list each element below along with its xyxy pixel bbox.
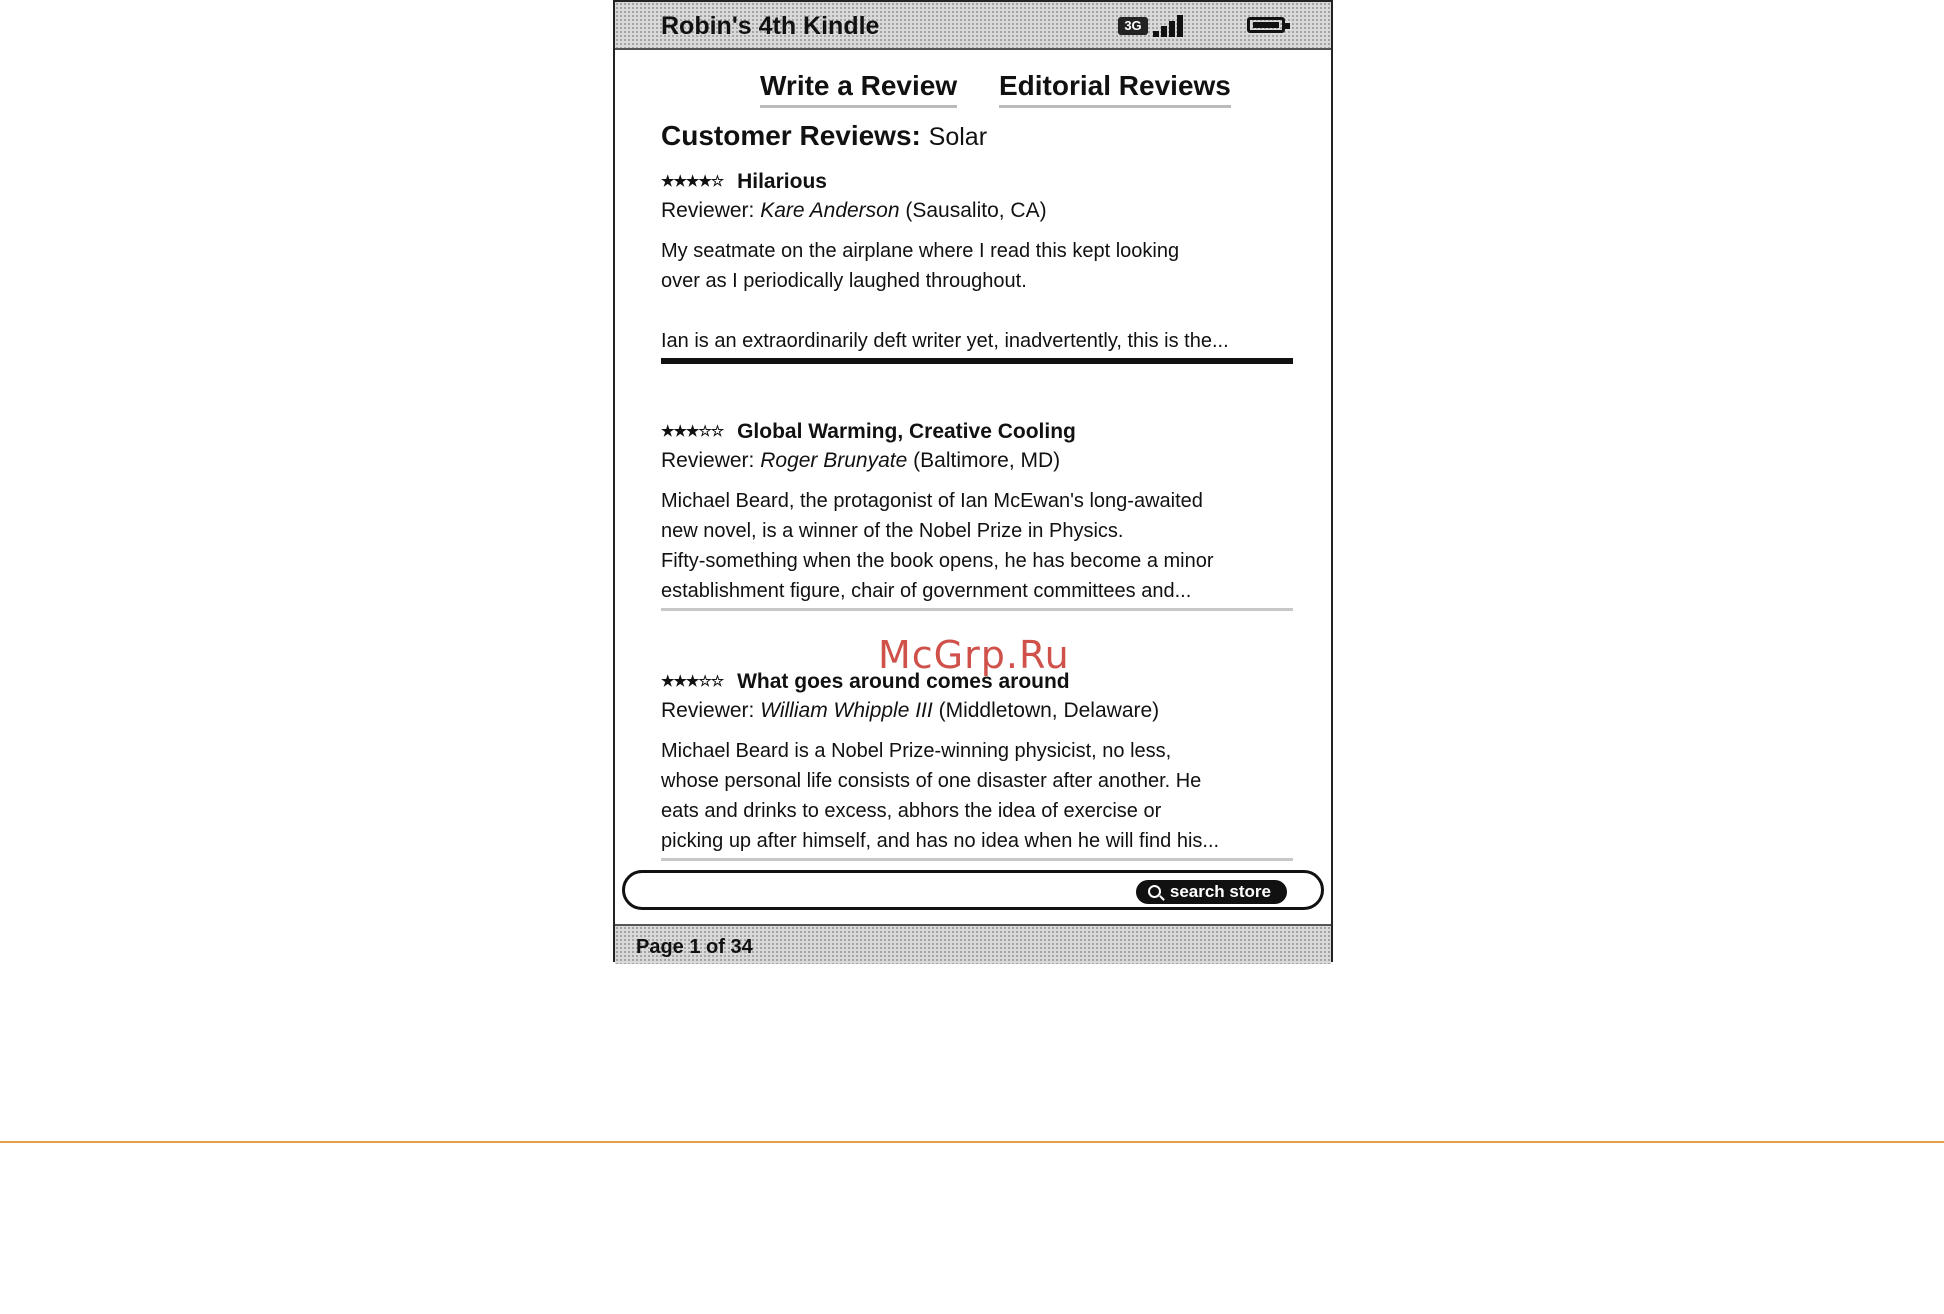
footer-bar bbox=[615, 924, 1331, 964]
heading-label: Customer Reviews: bbox=[661, 120, 921, 151]
book-title: Solar bbox=[928, 123, 988, 151]
reviewer-location: (Middletown, Delaware) bbox=[938, 699, 1160, 722]
review-excerpt bbox=[661, 736, 1293, 861]
network-3g-icon: 3G bbox=[1118, 17, 1148, 35]
review-title: What goes around comes around bbox=[737, 670, 1070, 693]
divider-rule bbox=[0, 1141, 1944, 1143]
excerpt-line: establishment figure, chair of government committees and... bbox=[661, 576, 1293, 611]
write-review-link[interactable]: Write a Review bbox=[760, 70, 957, 108]
watermark: McGrp.Ru bbox=[878, 633, 1070, 677]
reviewer-prefix: Reviewer: bbox=[661, 699, 755, 722]
review-item[interactable] bbox=[661, 668, 1293, 861]
excerpt-line: over as I periodically laughed throughout. bbox=[661, 270, 1027, 292]
search-input[interactable] bbox=[622, 870, 1324, 910]
excerpt-line: new novel, is a winner of the Nobel Prize in Physics. bbox=[661, 520, 1124, 542]
star-rating-icon: ★★★☆☆ bbox=[661, 423, 724, 440]
reviewer-prefix: Reviewer: bbox=[661, 199, 755, 222]
search-button-label: search store bbox=[1169, 882, 1271, 901]
device-name: Robin's 4th Kindle bbox=[661, 12, 880, 40]
review-title-row bbox=[661, 418, 1293, 446]
excerpt-line: Michael Beard, the protagonist of Ian McEwan's long-awaited bbox=[661, 490, 1203, 512]
review-excerpt bbox=[661, 236, 1293, 364]
excerpt-line: My seatmate on the airplane where I read this kept looking bbox=[661, 240, 1180, 262]
excerpt-line: picking up after himself, and has no idea when he will find his... bbox=[661, 826, 1293, 861]
review-title: Hilarious bbox=[737, 170, 827, 193]
review-item[interactable] bbox=[661, 168, 1293, 364]
magnifier-icon bbox=[1148, 885, 1161, 898]
star-rating-icon: ★★★☆☆ bbox=[661, 673, 724, 690]
reviewer-line bbox=[661, 196, 1293, 226]
title-bar bbox=[615, 2, 1331, 50]
reviewer-line bbox=[661, 446, 1293, 476]
excerpt-line: whose personal life consists of one disaster after another. He bbox=[661, 770, 1202, 792]
reviewer-name: Roger Brunyate bbox=[760, 449, 908, 472]
excerpt-line: eats and drinks to excess, abhors the idea of exercise or bbox=[661, 800, 1162, 822]
reviewer-line bbox=[661, 696, 1293, 726]
reviewer-prefix: Reviewer: bbox=[661, 449, 755, 472]
excerpt-line: Michael Beard is a Nobel Prize-winning physicist, no less, bbox=[661, 740, 1172, 762]
excerpt-line: Fifty-something when the book opens, he has become a minor bbox=[661, 550, 1214, 572]
review-item[interactable] bbox=[661, 418, 1293, 611]
review-title: Global Warming, Creative Cooling bbox=[737, 420, 1076, 443]
star-rating-icon: ★★★★☆ bbox=[661, 173, 724, 190]
search-store-button[interactable] bbox=[1136, 880, 1287, 904]
reviewer-name: Kare Anderson bbox=[760, 199, 900, 222]
review-excerpt bbox=[661, 486, 1293, 611]
editorial-reviews-link[interactable]: Editorial Reviews bbox=[999, 70, 1231, 108]
signal-bars-icon bbox=[1153, 15, 1189, 37]
reviewer-name: William Whipple III bbox=[760, 699, 933, 722]
reviewer-location: (Baltimore, MD) bbox=[913, 449, 1061, 472]
kindle-screen bbox=[613, 0, 1333, 962]
page-title bbox=[661, 120, 987, 152]
battery-icon bbox=[1247, 17, 1285, 33]
excerpt-spacer bbox=[661, 296, 1293, 326]
reviewer-location: (Sausalito, CA) bbox=[905, 199, 1047, 222]
page-indicator: Page 1 of 34 bbox=[636, 936, 753, 958]
excerpt-line: Ian is an extraordinarily deft writer yet, inadvertently, this is the... bbox=[661, 326, 1293, 364]
review-title-row bbox=[661, 168, 1293, 196]
